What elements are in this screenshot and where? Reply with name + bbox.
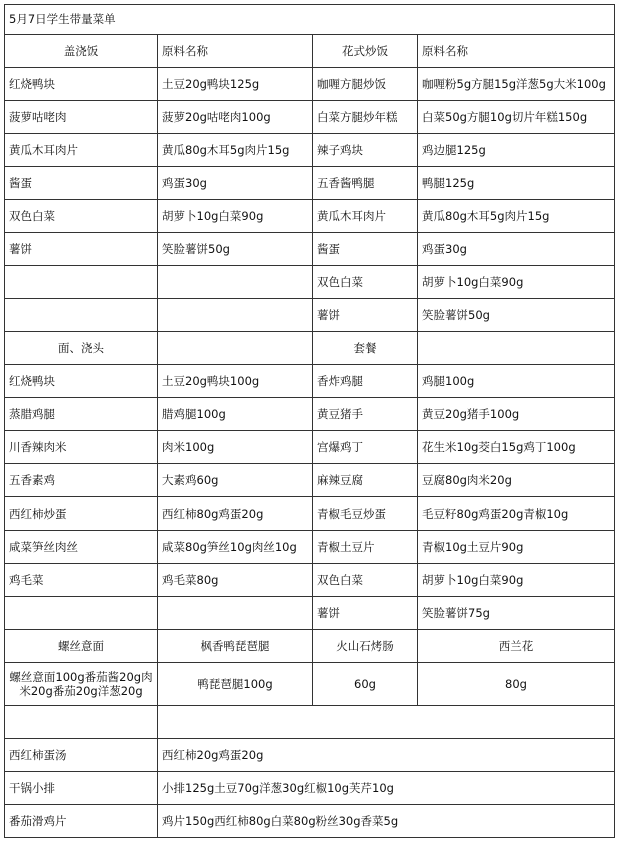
dish-ingredients: 毛豆籽80g鸡蛋20g青椒10g xyxy=(418,497,615,530)
dish-name: 双色白菜 xyxy=(313,266,418,299)
dish-name: 川香辣肉米 xyxy=(5,431,158,464)
dish-ingredients: 西红柿20g鸡蛋20g xyxy=(158,738,615,771)
dish-name: 黄豆猪手 xyxy=(313,398,418,431)
empty-cell xyxy=(158,332,313,365)
dish-ingredients: 黄豆20g猪手100g xyxy=(418,398,615,431)
dish-name: 菠萝咕咾肉 xyxy=(5,100,158,133)
dish-name: 薯饼 xyxy=(5,232,158,265)
empty-cell xyxy=(418,332,615,365)
column-header-ingredients: 原料名称 xyxy=(158,34,313,67)
dish-name: 西红柿蛋汤 xyxy=(5,738,158,771)
menu-row xyxy=(5,563,615,596)
title-row xyxy=(5,5,615,35)
dish-ingredients xyxy=(158,299,313,332)
menu-row xyxy=(5,398,615,431)
menu-row xyxy=(5,166,615,199)
menu-row xyxy=(5,596,615,629)
menu-row xyxy=(5,100,615,133)
dish-ingredients: 鸡蛋30g xyxy=(418,232,615,265)
dish-name: 五香酱鸭腿 xyxy=(313,166,418,199)
column-header-set-meal: 套餐 xyxy=(313,332,418,365)
dish-name: 黄瓜木耳肉片 xyxy=(313,199,418,232)
dish-name: 麻辣豆腐 xyxy=(313,464,418,497)
section3-header-row xyxy=(5,629,615,662)
dish-name: 白菜方腿炒年糕 xyxy=(313,100,418,133)
dish-name: 薯饼 xyxy=(313,299,418,332)
dish-ingredients: 胡萝卜10g白菜90g xyxy=(418,563,615,596)
dish-name: 蒸腊鸡腿 xyxy=(5,398,158,431)
dish-name: 红烧鸭块 xyxy=(5,67,158,100)
dish-ingredients: 土豆20g鸭块100g xyxy=(158,365,313,398)
menu-row xyxy=(5,431,615,464)
dish-ingredients: 花生米10g茭白15g鸡丁100g xyxy=(418,431,615,464)
dish-name: 五香素鸡 xyxy=(5,464,158,497)
section3-value-row xyxy=(5,662,615,705)
dish-ingredients xyxy=(158,266,313,299)
column-header-fried-rice: 花式炒饭 xyxy=(313,34,418,67)
menu-row xyxy=(5,738,615,771)
menu-row xyxy=(5,232,615,265)
dish-name: 番茄滑鸡片 xyxy=(5,804,158,837)
dish-ingredients: 咸菜80g笋丝10g肉丝10g xyxy=(158,530,313,563)
dish-name: 咸菜笋丝肉丝 xyxy=(5,530,158,563)
menu-row xyxy=(5,530,615,563)
column-header-rice-bowl: 盖浇饭 xyxy=(5,34,158,67)
item-value: 螺丝意面100g番茄酱20g肉米20g番茄20g洋葱20g xyxy=(5,662,158,705)
dish-ingredients: 青椒10g土豆片90g xyxy=(418,530,615,563)
dish-ingredients: 鸡腿100g xyxy=(418,365,615,398)
item-value: 80g xyxy=(418,662,615,705)
item-value: 鸭琵琶腿100g xyxy=(158,662,313,705)
item-value: 60g xyxy=(313,662,418,705)
dish-ingredients: 黄瓜80g木耳5g肉片15g xyxy=(418,199,615,232)
item-header: 螺丝意面 xyxy=(5,629,158,662)
menu-row xyxy=(5,804,615,837)
menu-row xyxy=(5,299,615,332)
menu-row xyxy=(5,771,615,804)
blank-row xyxy=(5,705,615,738)
dish-ingredients: 笑脸薯饼50g xyxy=(158,232,313,265)
item-header: 西兰花 xyxy=(418,629,615,662)
menu-row xyxy=(5,266,615,299)
item-header: 火山石烤肠 xyxy=(313,629,418,662)
dish-ingredients: 肉米100g xyxy=(158,431,313,464)
empty-cell xyxy=(158,705,615,738)
dish-ingredients: 豆腐80g肉米20g xyxy=(418,464,615,497)
dish-ingredients: 笑脸薯饼75g xyxy=(418,596,615,629)
dish-name: 双色白菜 xyxy=(5,199,158,232)
menu-title: 5月7日学生带量菜单 xyxy=(5,5,615,35)
dish-name: 黄瓜木耳肉片 xyxy=(5,133,158,166)
column-header-noodles: 面、浇头 xyxy=(5,332,158,365)
dish-name: 青椒毛豆炒蛋 xyxy=(313,497,418,530)
dish-ingredients: 土豆20g鸭块125g xyxy=(158,67,313,100)
menu-table xyxy=(4,4,615,838)
dish-name: 红烧鸭块 xyxy=(5,365,158,398)
dish-name: 香炸鸡腿 xyxy=(313,365,418,398)
dish-name: 咖喱方腿炒饭 xyxy=(313,67,418,100)
item-header: 枫香鸭琵琶腿 xyxy=(158,629,313,662)
dish-name: 酱蛋 xyxy=(5,166,158,199)
dish-ingredients: 笑脸薯饼50g xyxy=(418,299,615,332)
empty-cell xyxy=(5,705,158,738)
section1-header-row xyxy=(5,34,615,67)
dish-ingredients: 鸡毛菜80g xyxy=(158,563,313,596)
dish-name: 酱蛋 xyxy=(313,232,418,265)
dish-name xyxy=(5,596,158,629)
menu-row xyxy=(5,133,615,166)
menu-row xyxy=(5,365,615,398)
dish-name: 干锅小排 xyxy=(5,771,158,804)
dish-ingredients: 西红柿80g鸡蛋20g xyxy=(158,497,313,530)
dish-ingredients: 鸭腿125g xyxy=(418,166,615,199)
dish-ingredients: 腊鸡腿100g xyxy=(158,398,313,431)
dish-name xyxy=(5,299,158,332)
dish-ingredients: 胡萝卜10g白菜90g xyxy=(158,199,313,232)
dish-ingredients: 胡萝卜10g白菜90g xyxy=(418,266,615,299)
dish-ingredients: 鸡片150g西红柿80g白菜80g粉丝30g香菜5g xyxy=(158,804,615,837)
dish-ingredients: 黄瓜80g木耳5g肉片15g xyxy=(158,133,313,166)
dish-name: 青椒土豆片 xyxy=(313,530,418,563)
menu-row xyxy=(5,67,615,100)
dish-name xyxy=(5,266,158,299)
menu-row xyxy=(5,464,615,497)
menu-row xyxy=(5,199,615,232)
dish-name: 鸡毛菜 xyxy=(5,563,158,596)
dish-name: 双色白菜 xyxy=(313,563,418,596)
dish-ingredients: 大素鸡60g xyxy=(158,464,313,497)
menu-table-body xyxy=(5,5,615,838)
dish-ingredients: 鸡边腿125g xyxy=(418,133,615,166)
dish-ingredients xyxy=(158,596,313,629)
column-header-ingredients: 原料名称 xyxy=(418,34,615,67)
dish-ingredients: 咖喱粉5g方腿15g洋葱5g大米100g xyxy=(418,67,615,100)
dish-ingredients: 小排125g土豆70g洋葱30g红椒10g芙芹10g xyxy=(158,771,615,804)
dish-name: 辣子鸡块 xyxy=(313,133,418,166)
dish-name: 宫爆鸡丁 xyxy=(313,431,418,464)
dish-ingredients: 白菜50g方腿10g切片年糕150g xyxy=(418,100,615,133)
dish-name: 西红柿炒蛋 xyxy=(5,497,158,530)
dish-name: 薯饼 xyxy=(313,596,418,629)
menu-row xyxy=(5,497,615,530)
dish-ingredients: 菠萝20g咕咾肉100g xyxy=(158,100,313,133)
section2-header-row xyxy=(5,332,615,365)
dish-ingredients: 鸡蛋30g xyxy=(158,166,313,199)
